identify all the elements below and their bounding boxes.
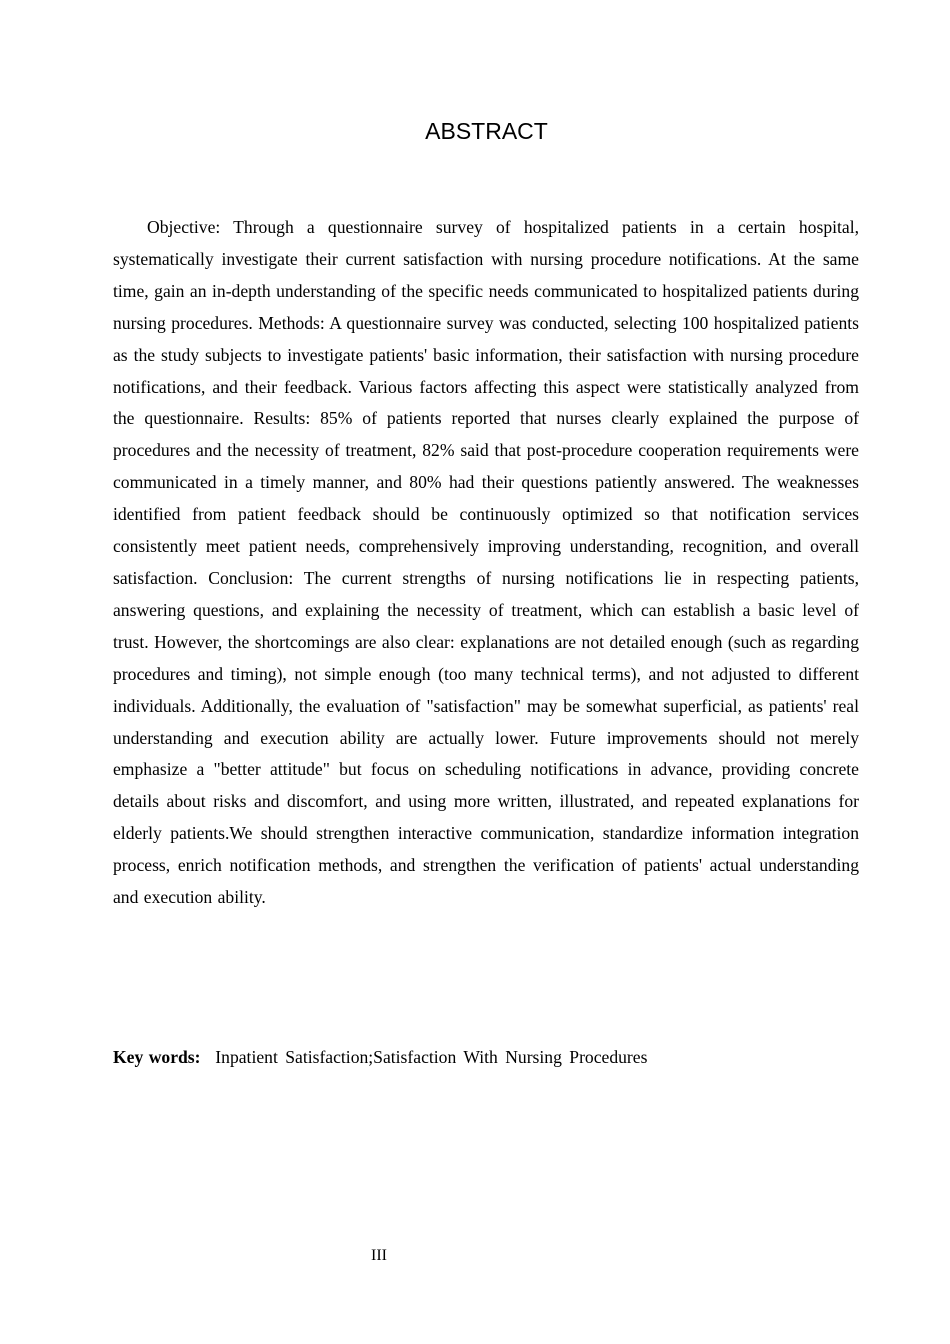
keywords-label: Key words: [113, 1047, 201, 1067]
keywords-text: Inpatient Satisfaction;Satisfaction With Nursing Procedures [215, 1047, 648, 1067]
page-title: ABSTRACT [425, 118, 548, 144]
keywords-line [113, 1042, 859, 1073]
abstract-body: Objective: Through a questionnaire survey of hospitalized patients in a certain hospital, systematically investigate their current satisfaction with nursing procedure notifications. At the same time, gain an in-depth understanding of the specific needs communicated to hospitalized patients during nursing procedures. Methods: A questionnaire survey was conducted, selecting 100 hospitalized patients as the study subjects to investigate patients' basic information, their satisfaction with nursing procedure notifications, and their feedback. Various factors affecting this aspect were statistically analyzed from the questionnaire. Results: 85% of patients reported that nurses clearly explained the purpose of procedures and the necessity of treatment, 82% said that post-procedure cooperation requirements were communicated in a timely manner, and 80% had their questions patiently answered. The weaknesses identified from patient feedback should be continuously optimized so that notification services consistently meet patient needs, comprehensively improving understanding, recognition, and overall satisfaction. Conclusion: The current strengths of nursing notifications lie in respecting patients, answering questions, and explaining the necessity of treatment, which can establish a basic level of trust. However, the shortcomings are also clear: explanations are not detailed enough (such as regarding procedures and timing), not simple enough (too many technical terms), and not adjusted to different individuals. Additionally, the evaluation of "satisfaction" may be somewhat superficial, as patients' real understanding and execution ability are actually lower. Future improvements should not merely emphasize a "better attitude" but focus on scheduling notifications in advance, providing concrete details about risks and discomfort, and using more written, illustrated, and repeated explanations for elderly patients.We should strengthen interactive communication, standardize information integration process, enrich notification methods, and strengthen the verification of patients' actual understanding and execution ability. [113, 217, 859, 908]
page-number: III [371, 1247, 387, 1264]
